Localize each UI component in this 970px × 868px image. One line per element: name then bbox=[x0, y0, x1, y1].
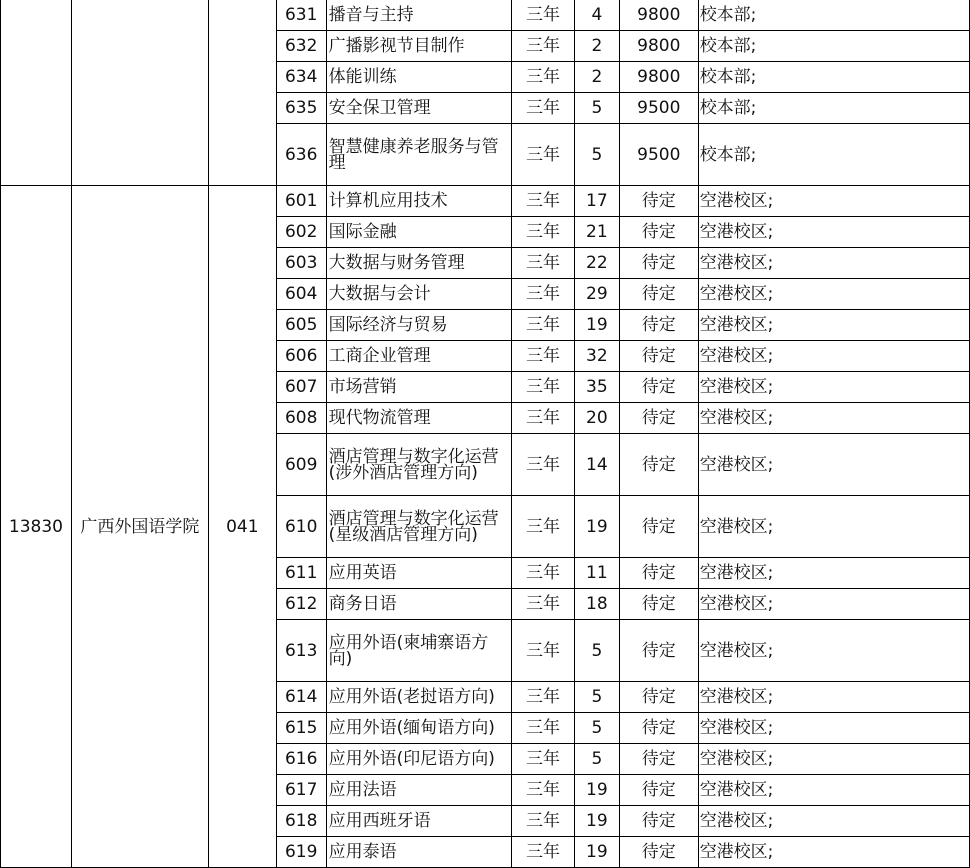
major-name: 国际经济与贸易 bbox=[326, 310, 511, 341]
campus: 空港校区; bbox=[698, 186, 969, 217]
plan-count: 4 bbox=[574, 0, 619, 31]
major-code: 635 bbox=[276, 93, 326, 124]
major-name: 应用外语(柬埔寨语方向) bbox=[326, 620, 511, 682]
major-code: 610 bbox=[276, 496, 326, 558]
campus: 校本部; bbox=[698, 62, 969, 93]
plan-count: 5 bbox=[574, 682, 619, 713]
duration: 三年 bbox=[512, 93, 575, 124]
tuition: 待定 bbox=[619, 558, 698, 589]
tuition: 待定 bbox=[619, 713, 698, 744]
tuition: 待定 bbox=[619, 403, 698, 434]
tuition: 待定 bbox=[619, 744, 698, 775]
duration: 三年 bbox=[512, 806, 575, 837]
plan-count: 19 bbox=[574, 837, 619, 868]
duration: 三年 bbox=[512, 124, 575, 186]
plan-count: 22 bbox=[574, 248, 619, 279]
major-name: 大数据与会计 bbox=[326, 279, 511, 310]
major-name: 应用法语 bbox=[326, 775, 511, 806]
duration: 三年 bbox=[512, 372, 575, 403]
campus: 空港校区; bbox=[698, 310, 969, 341]
duration: 三年 bbox=[512, 248, 575, 279]
major-code: 618 bbox=[276, 806, 326, 837]
tuition: 待定 bbox=[619, 775, 698, 806]
campus: 空港校区; bbox=[698, 589, 969, 620]
major-name: 市场营销 bbox=[326, 372, 511, 403]
campus: 校本部; bbox=[698, 0, 969, 31]
major-name: 播音与主持 bbox=[326, 0, 511, 31]
duration: 三年 bbox=[512, 310, 575, 341]
major-name: 应用外语(印尼语方向) bbox=[326, 744, 511, 775]
tuition: 待定 bbox=[619, 837, 698, 868]
major-code: 616 bbox=[276, 744, 326, 775]
plan-count: 18 bbox=[574, 589, 619, 620]
plan-count: 21 bbox=[574, 217, 619, 248]
plan-count: 19 bbox=[574, 496, 619, 558]
tuition: 待定 bbox=[619, 217, 698, 248]
tuition: 待定 bbox=[619, 341, 698, 372]
campus: 空港校区; bbox=[698, 496, 969, 558]
plan-count: 5 bbox=[574, 713, 619, 744]
tuition: 待定 bbox=[619, 279, 698, 310]
school-name-cell bbox=[71, 0, 208, 186]
duration: 三年 bbox=[512, 713, 575, 744]
tuition: 待定 bbox=[619, 310, 698, 341]
plan-count: 5 bbox=[574, 620, 619, 682]
major-name: 酒店管理与数字化运营(星级酒店管理方向) bbox=[326, 496, 511, 558]
tuition: 9500 bbox=[619, 93, 698, 124]
tuition: 待定 bbox=[619, 496, 698, 558]
major-code: 614 bbox=[276, 682, 326, 713]
duration: 三年 bbox=[512, 682, 575, 713]
duration: 三年 bbox=[512, 186, 575, 217]
major-code: 631 bbox=[276, 0, 326, 31]
duration: 三年 bbox=[512, 341, 575, 372]
duration: 三年 bbox=[512, 62, 575, 93]
major-name: 智慧健康养老服务与管理 bbox=[326, 124, 511, 186]
group-code-cell: 041 bbox=[208, 186, 276, 868]
major-name: 国际金融 bbox=[326, 217, 511, 248]
major-name: 酒店管理与数字化运营(涉外酒店管理方向) bbox=[326, 434, 511, 496]
campus: 空港校区; bbox=[698, 806, 969, 837]
campus: 空港校区; bbox=[698, 372, 969, 403]
duration: 三年 bbox=[512, 31, 575, 62]
plan-count: 32 bbox=[574, 341, 619, 372]
campus: 空港校区; bbox=[698, 682, 969, 713]
major-name: 应用泰语 bbox=[326, 837, 511, 868]
plan-count: 20 bbox=[574, 403, 619, 434]
major-code: 605 bbox=[276, 310, 326, 341]
campus: 空港校区; bbox=[698, 217, 969, 248]
major-name: 商务日语 bbox=[326, 589, 511, 620]
duration: 三年 bbox=[512, 558, 575, 589]
major-code: 606 bbox=[276, 341, 326, 372]
plan-count: 5 bbox=[574, 124, 619, 186]
major-code: 632 bbox=[276, 31, 326, 62]
plan-count: 17 bbox=[574, 186, 619, 217]
tuition: 9800 bbox=[619, 31, 698, 62]
plan-count: 29 bbox=[574, 279, 619, 310]
major-code: 615 bbox=[276, 713, 326, 744]
campus: 空港校区; bbox=[698, 279, 969, 310]
tuition: 9500 bbox=[619, 124, 698, 186]
plan-count: 19 bbox=[574, 310, 619, 341]
major-code: 608 bbox=[276, 403, 326, 434]
duration: 三年 bbox=[512, 775, 575, 806]
plan-count: 5 bbox=[574, 744, 619, 775]
campus: 空港校区; bbox=[698, 434, 969, 496]
major-name: 工商企业管理 bbox=[326, 341, 511, 372]
major-code: 609 bbox=[276, 434, 326, 496]
major-code: 611 bbox=[276, 558, 326, 589]
campus: 空港校区; bbox=[698, 403, 969, 434]
major-name: 体能训练 bbox=[326, 62, 511, 93]
tuition: 待定 bbox=[619, 248, 698, 279]
major-name: 应用英语 bbox=[326, 558, 511, 589]
duration: 三年 bbox=[512, 279, 575, 310]
campus: 空港校区; bbox=[698, 248, 969, 279]
table-row bbox=[1, 186, 970, 217]
table-row bbox=[1, 0, 970, 31]
major-code: 602 bbox=[276, 217, 326, 248]
plan-count: 19 bbox=[574, 806, 619, 837]
major-name: 大数据与财务管理 bbox=[326, 248, 511, 279]
duration: 三年 bbox=[512, 496, 575, 558]
tuition: 待定 bbox=[619, 434, 698, 496]
plan-count: 2 bbox=[574, 31, 619, 62]
duration: 三年 bbox=[512, 434, 575, 496]
major-name: 应用外语(缅甸语方向) bbox=[326, 713, 511, 744]
major-code: 619 bbox=[276, 837, 326, 868]
tuition: 待定 bbox=[619, 620, 698, 682]
duration: 三年 bbox=[512, 403, 575, 434]
major-code: 636 bbox=[276, 124, 326, 186]
tuition: 待定 bbox=[619, 372, 698, 403]
campus: 校本部; bbox=[698, 31, 969, 62]
major-name: 应用外语(老挝语方向) bbox=[326, 682, 511, 713]
plan-count: 14 bbox=[574, 434, 619, 496]
major-code: 603 bbox=[276, 248, 326, 279]
major-code: 613 bbox=[276, 620, 326, 682]
major-code: 617 bbox=[276, 775, 326, 806]
tuition: 待定 bbox=[619, 589, 698, 620]
tuition: 9800 bbox=[619, 62, 698, 93]
major-code: 634 bbox=[276, 62, 326, 93]
campus: 空港校区; bbox=[698, 558, 969, 589]
group-code-cell bbox=[208, 0, 276, 186]
campus: 空港校区; bbox=[698, 775, 969, 806]
major-code: 607 bbox=[276, 372, 326, 403]
campus: 校本部; bbox=[698, 124, 969, 186]
school-name-cell: 广西外国语学院 bbox=[71, 186, 208, 868]
tuition: 待定 bbox=[619, 186, 698, 217]
duration: 三年 bbox=[512, 837, 575, 868]
campus: 空港校区; bbox=[698, 620, 969, 682]
major-code: 612 bbox=[276, 589, 326, 620]
campus: 校本部; bbox=[698, 93, 969, 124]
plan-count: 35 bbox=[574, 372, 619, 403]
tuition: 9800 bbox=[619, 0, 698, 31]
duration: 三年 bbox=[512, 589, 575, 620]
school-code-cell: 13830 bbox=[1, 186, 72, 868]
tuition: 待定 bbox=[619, 682, 698, 713]
major-code: 604 bbox=[276, 279, 326, 310]
tuition: 待定 bbox=[619, 806, 698, 837]
plan-count: 11 bbox=[574, 558, 619, 589]
plan-count: 2 bbox=[574, 62, 619, 93]
duration: 三年 bbox=[512, 217, 575, 248]
plan-count: 5 bbox=[574, 93, 619, 124]
major-name: 计算机应用技术 bbox=[326, 186, 511, 217]
duration: 三年 bbox=[512, 620, 575, 682]
major-name: 应用西班牙语 bbox=[326, 806, 511, 837]
major-code: 601 bbox=[276, 186, 326, 217]
campus: 空港校区; bbox=[698, 341, 969, 372]
duration: 三年 bbox=[512, 0, 575, 31]
major-name: 广播影视节目制作 bbox=[326, 31, 511, 62]
campus: 空港校区; bbox=[698, 744, 969, 775]
school-code-cell bbox=[1, 0, 72, 186]
duration: 三年 bbox=[512, 744, 575, 775]
campus: 空港校区; bbox=[698, 713, 969, 744]
major-name: 安全保卫管理 bbox=[326, 93, 511, 124]
campus: 空港校区; bbox=[698, 837, 969, 868]
plan-count: 19 bbox=[574, 775, 619, 806]
major-name: 现代物流管理 bbox=[326, 403, 511, 434]
